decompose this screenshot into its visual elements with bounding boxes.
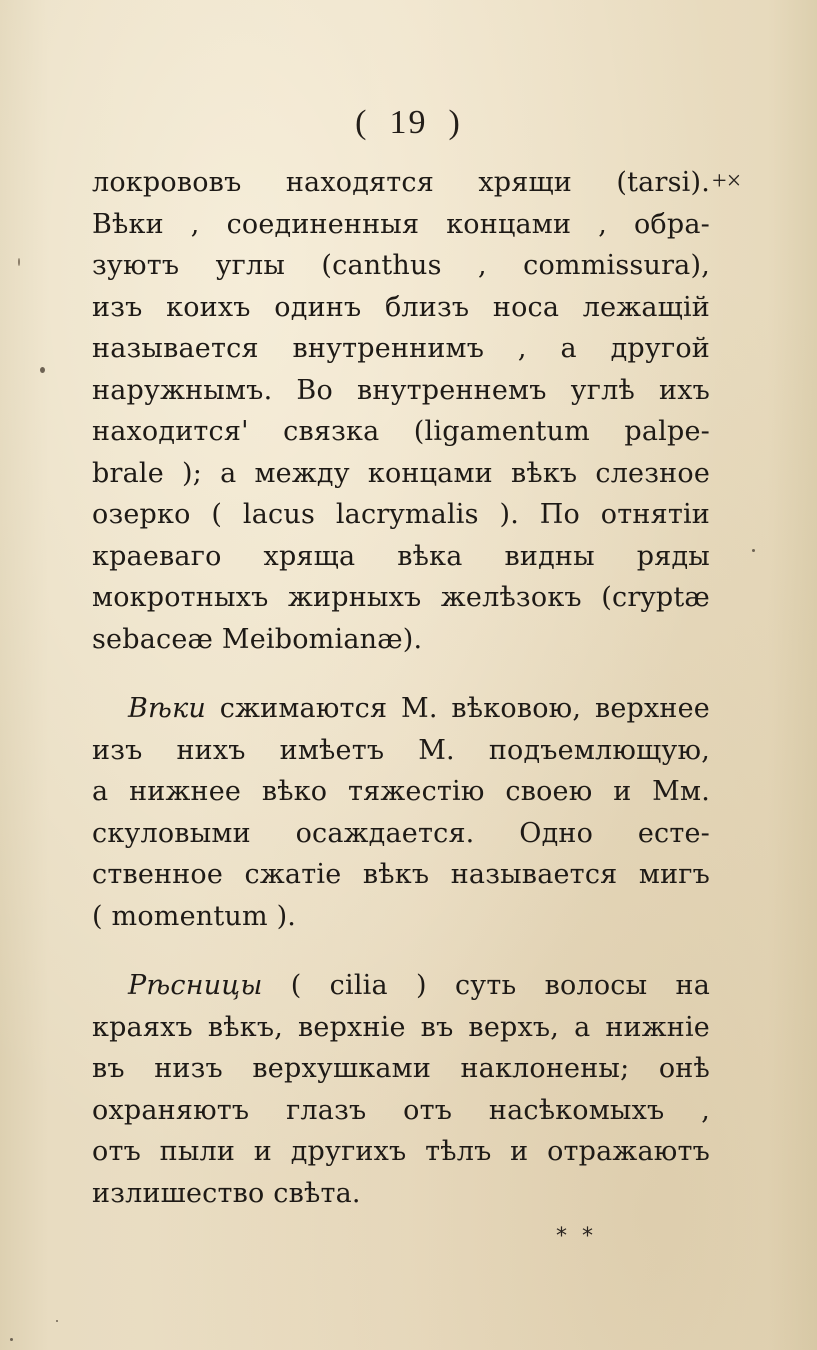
- end-mark: * *: [556, 1224, 597, 1249]
- text-line: мокротныхъ жирныхъ желѣзокъ (cryptæ: [92, 582, 710, 613]
- text-line: изъ коихъ одинъ близъ носа лежащій: [92, 291, 710, 323]
- paragraph-tarsi: [92, 162, 710, 660]
- text-line: охраняютъ глазъ отъ насѣкомыхъ ,: [92, 1094, 710, 1126]
- text-line-first: [92, 688, 710, 730]
- text-line: ( momentum ).: [92, 900, 297, 932]
- text-line-rest: сжимаются М. вѣковою, верхнее: [219, 693, 710, 724]
- text-line: а нижнее вѣко тяжестію своею и Мм.: [92, 776, 710, 807]
- text-line-rest: ( cilia ) суть волосы на: [290, 970, 710, 1001]
- paper-speck: [752, 549, 755, 552]
- text-line: излишество свѣта.: [92, 1177, 361, 1209]
- paragraph-eyelashes: [92, 965, 710, 1214]
- text-line: въ низъ верхушками наклонены; онѣ: [92, 1053, 710, 1084]
- text-line: находится' связка (ligamentum palpe-: [92, 416, 710, 447]
- text-line: изъ нихъ имѣетъ М. подъемлющую,: [92, 734, 710, 766]
- paper-speck: [18, 258, 20, 266]
- text-line: sebaceæ Meibomianæ).: [92, 623, 423, 655]
- lead-term: Рѣсницы: [128, 970, 263, 1001]
- text-line: ственное сжатіе вѣкъ называется мигъ: [92, 859, 710, 890]
- paper-speck: [40, 367, 45, 373]
- text-line: наружнымъ. Во внутреннемъ углѣ ихъ: [92, 374, 710, 406]
- lead-term: Вѣки: [128, 693, 206, 724]
- text-line: локрововъ находятся хрящи (tarsi).: [92, 167, 710, 198]
- text-line: скуловыми осаждается. Одно есте-: [92, 817, 710, 849]
- text-line: зуютъ углы (canthus , commissura),: [92, 250, 710, 281]
- paragraph-eyelids: [92, 688, 710, 937]
- text-line: Вѣки , соединенныя концами , обра-: [92, 208, 710, 240]
- margin-annotation: +×: [712, 166, 742, 195]
- text-line: озерко ( lacus lacrymalis ). По отнятіи: [92, 499, 710, 530]
- text-line: brale ); а между концами вѣкъ слезное: [92, 457, 710, 489]
- page-number: ( 19 ): [355, 104, 462, 141]
- paper-speck: [10, 1338, 13, 1341]
- text-line-first: [92, 965, 710, 1007]
- text-line: краеваго хряща вѣка видны ряды: [92, 540, 710, 572]
- text-line: краяхъ вѣкъ, верхніе въ верхъ, а нижніе: [92, 1011, 710, 1043]
- text-line: отъ пыли и другихъ тѣлъ и отражаютъ: [92, 1136, 710, 1167]
- text-line: называется внутреннимъ , а другой: [92, 333, 710, 364]
- paper-speck: [56, 1320, 58, 1322]
